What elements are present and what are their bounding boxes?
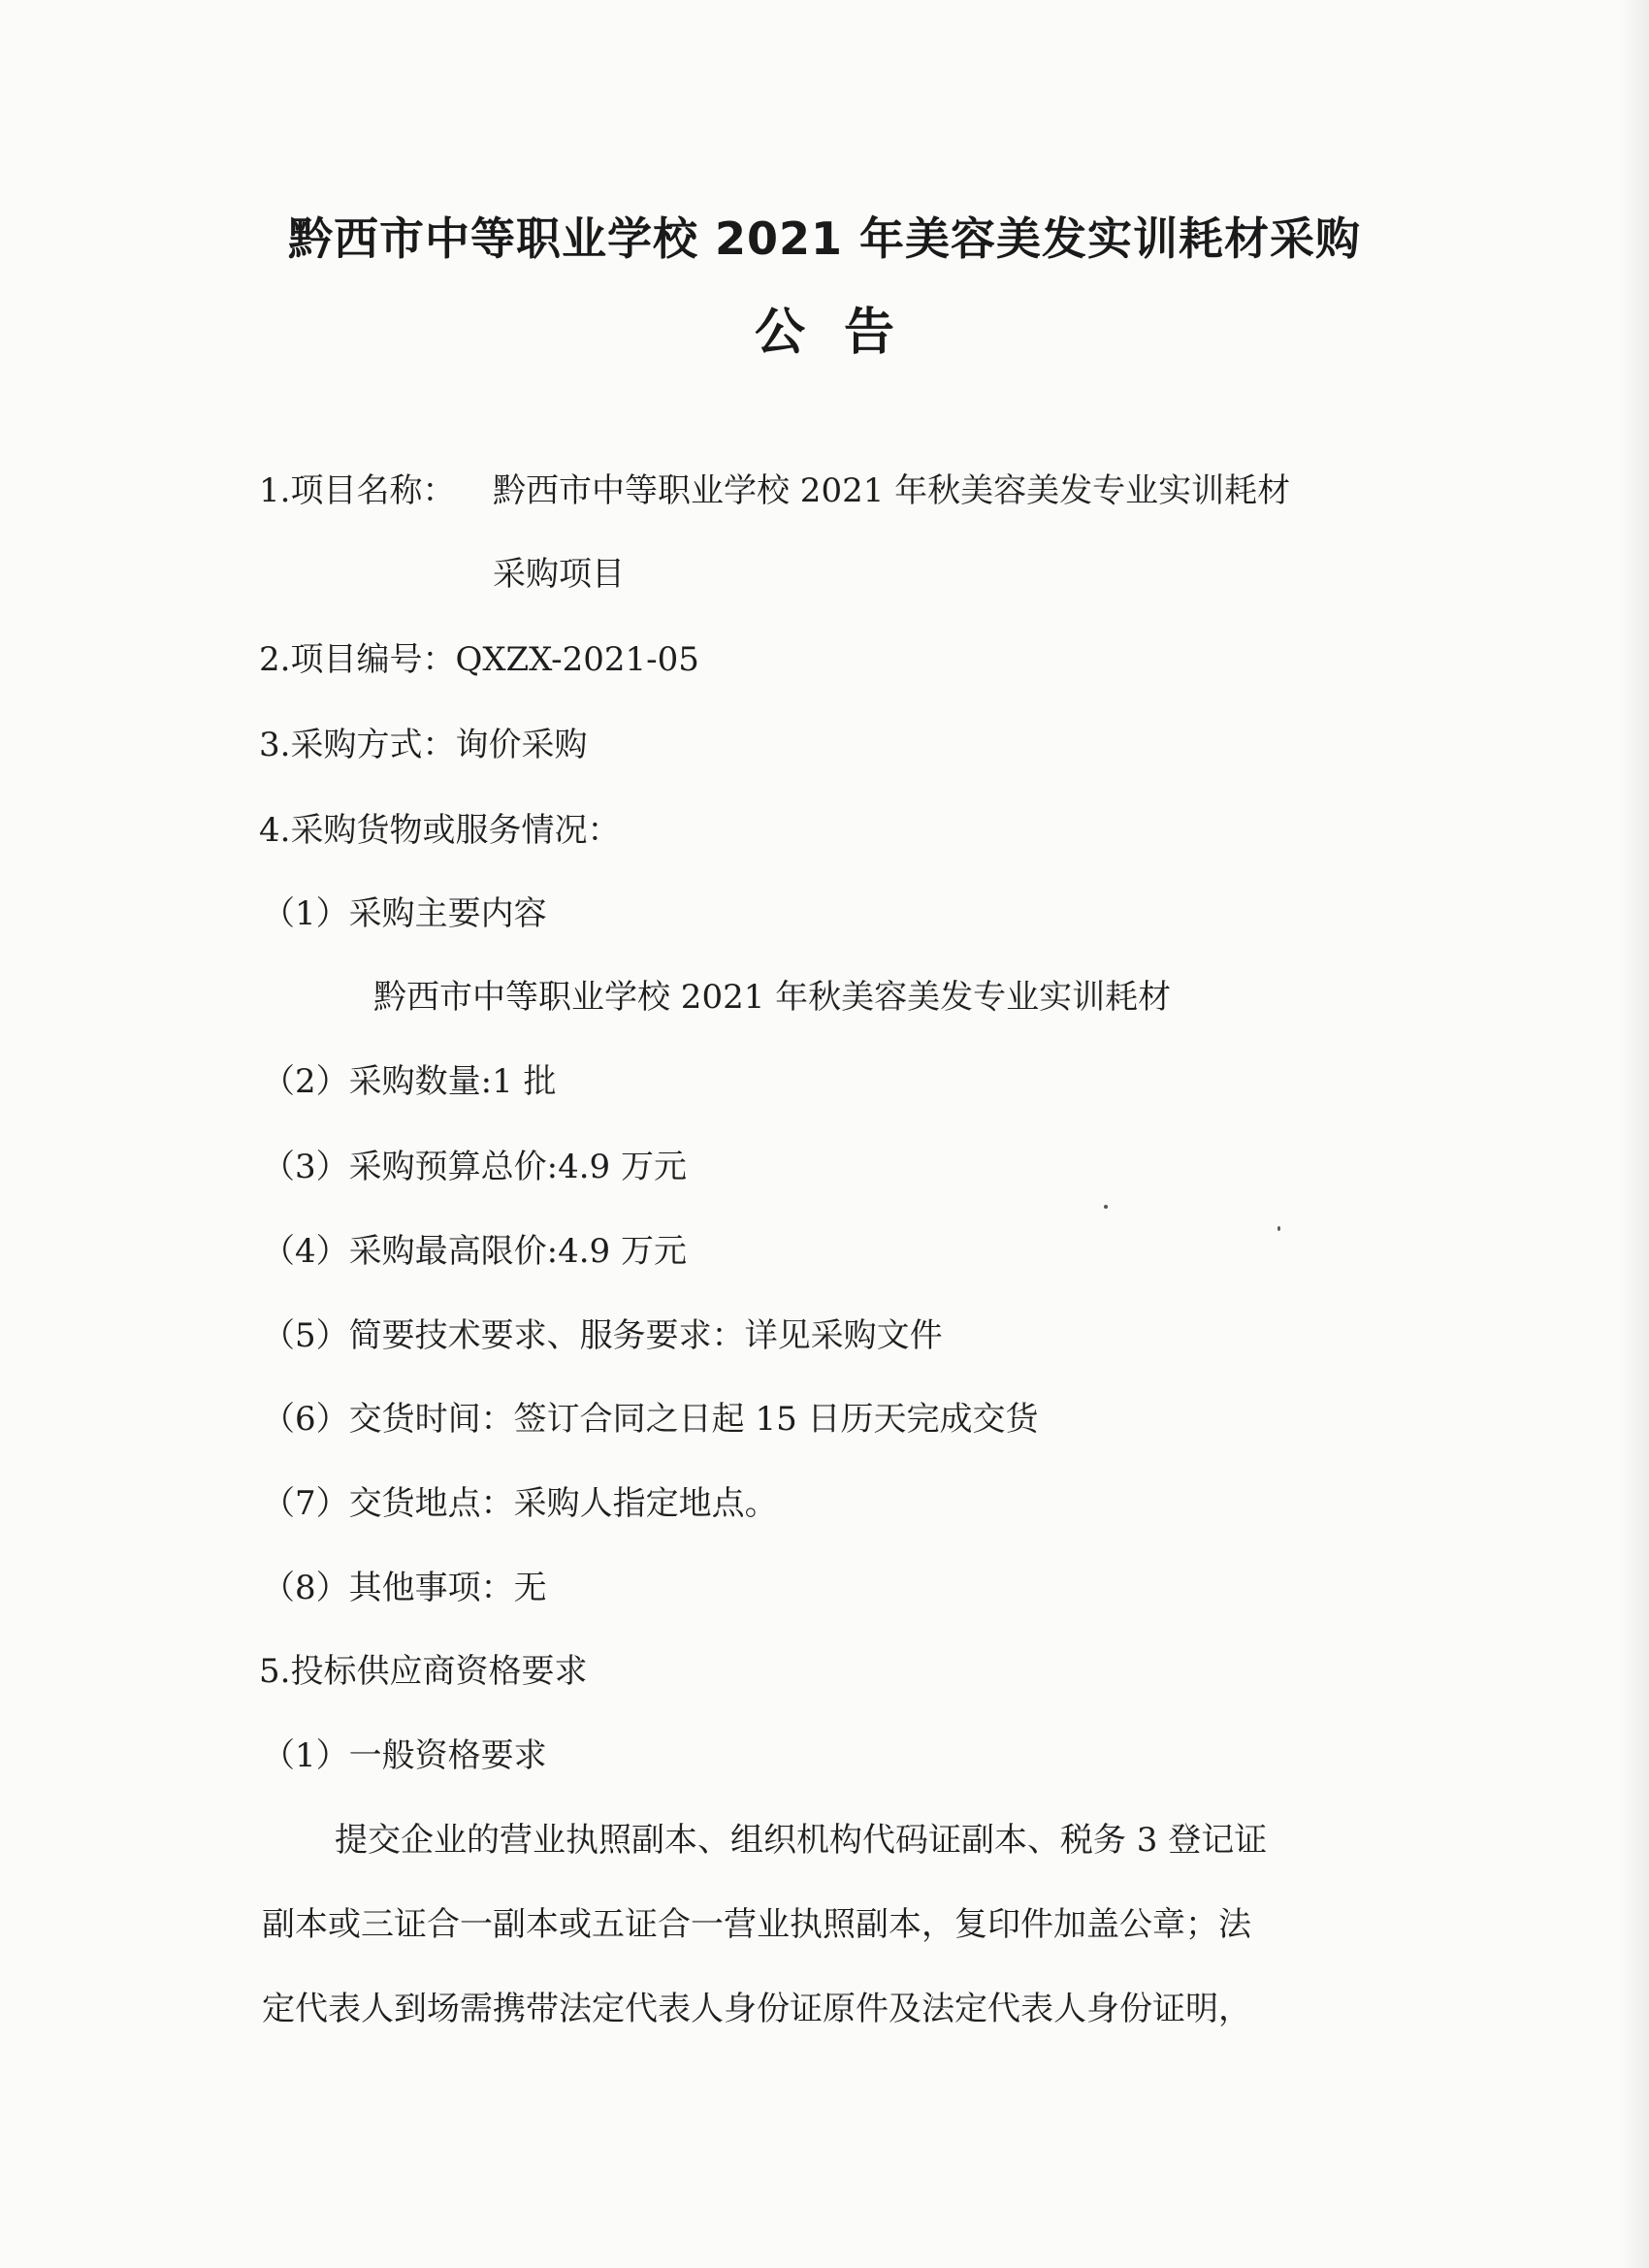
qualification-paragraph-line2: 副本或三证合一副本或五证合一营业执照副本，复印件加盖公章；法 — [262, 1905, 1251, 1944]
project-name-value-continued: 采购项目 — [493, 555, 625, 594]
budget-total: （3）采购预算总价:4.9 万元 — [262, 1148, 687, 1186]
main-content-value: 黔西市中等职业学校 2021 年秋美容美发专业实训耗材 — [373, 978, 1172, 1017]
procurement-quantity: （2）采购数量:1 批 — [262, 1062, 557, 1101]
scan-speck — [1277, 1226, 1280, 1231]
delivery-location: （7）交货地点：采购人指定地点。 — [262, 1484, 778, 1523]
project-name-label: 1.项目名称： — [259, 471, 456, 510]
main-content-heading: （1）采购主要内容 — [262, 894, 547, 933]
project-name-value: 黔西市中等职业学校 2021 年秋美容美发专业实训耗材 — [493, 471, 1291, 510]
general-qualification-heading: （1）一般资格要求 — [262, 1736, 547, 1775]
qualification-heading: 5.投标供应商资格要求 — [259, 1652, 588, 1691]
procurement-method: 3.采购方式：询价采购 — [259, 726, 588, 764]
project-number: 2.项目编号：QXZX-2021-05 — [259, 640, 699, 679]
document-title: 黔西市中等职业学校 2021 年美容美发实训耗材采购 — [287, 212, 1362, 265]
document-subtitle: 公告 — [754, 304, 933, 362]
other-matters: （8）其他事项：无 — [262, 1569, 547, 1607]
delivery-time: （6）交货时间：签订合同之日起 15 日历天完成交货 — [262, 1400, 1039, 1439]
technical-requirements: （5）简要技术要求、服务要求：详见采购文件 — [262, 1316, 943, 1355]
scan-speck — [1104, 1205, 1108, 1209]
qualification-paragraph-line3: 定代表人到场需携带法定代表人身份证原件及法定代表人身份证明， — [262, 1990, 1251, 2028]
goods-services-heading: 4.采购货物或服务情况： — [259, 811, 621, 850]
max-price: （4）采购最高限价:4.9 万元 — [262, 1232, 687, 1271]
qualification-paragraph-line1: 提交企业的营业执照副本、组织机构代码证副本、税务 3 登记证 — [335, 1821, 1268, 1860]
